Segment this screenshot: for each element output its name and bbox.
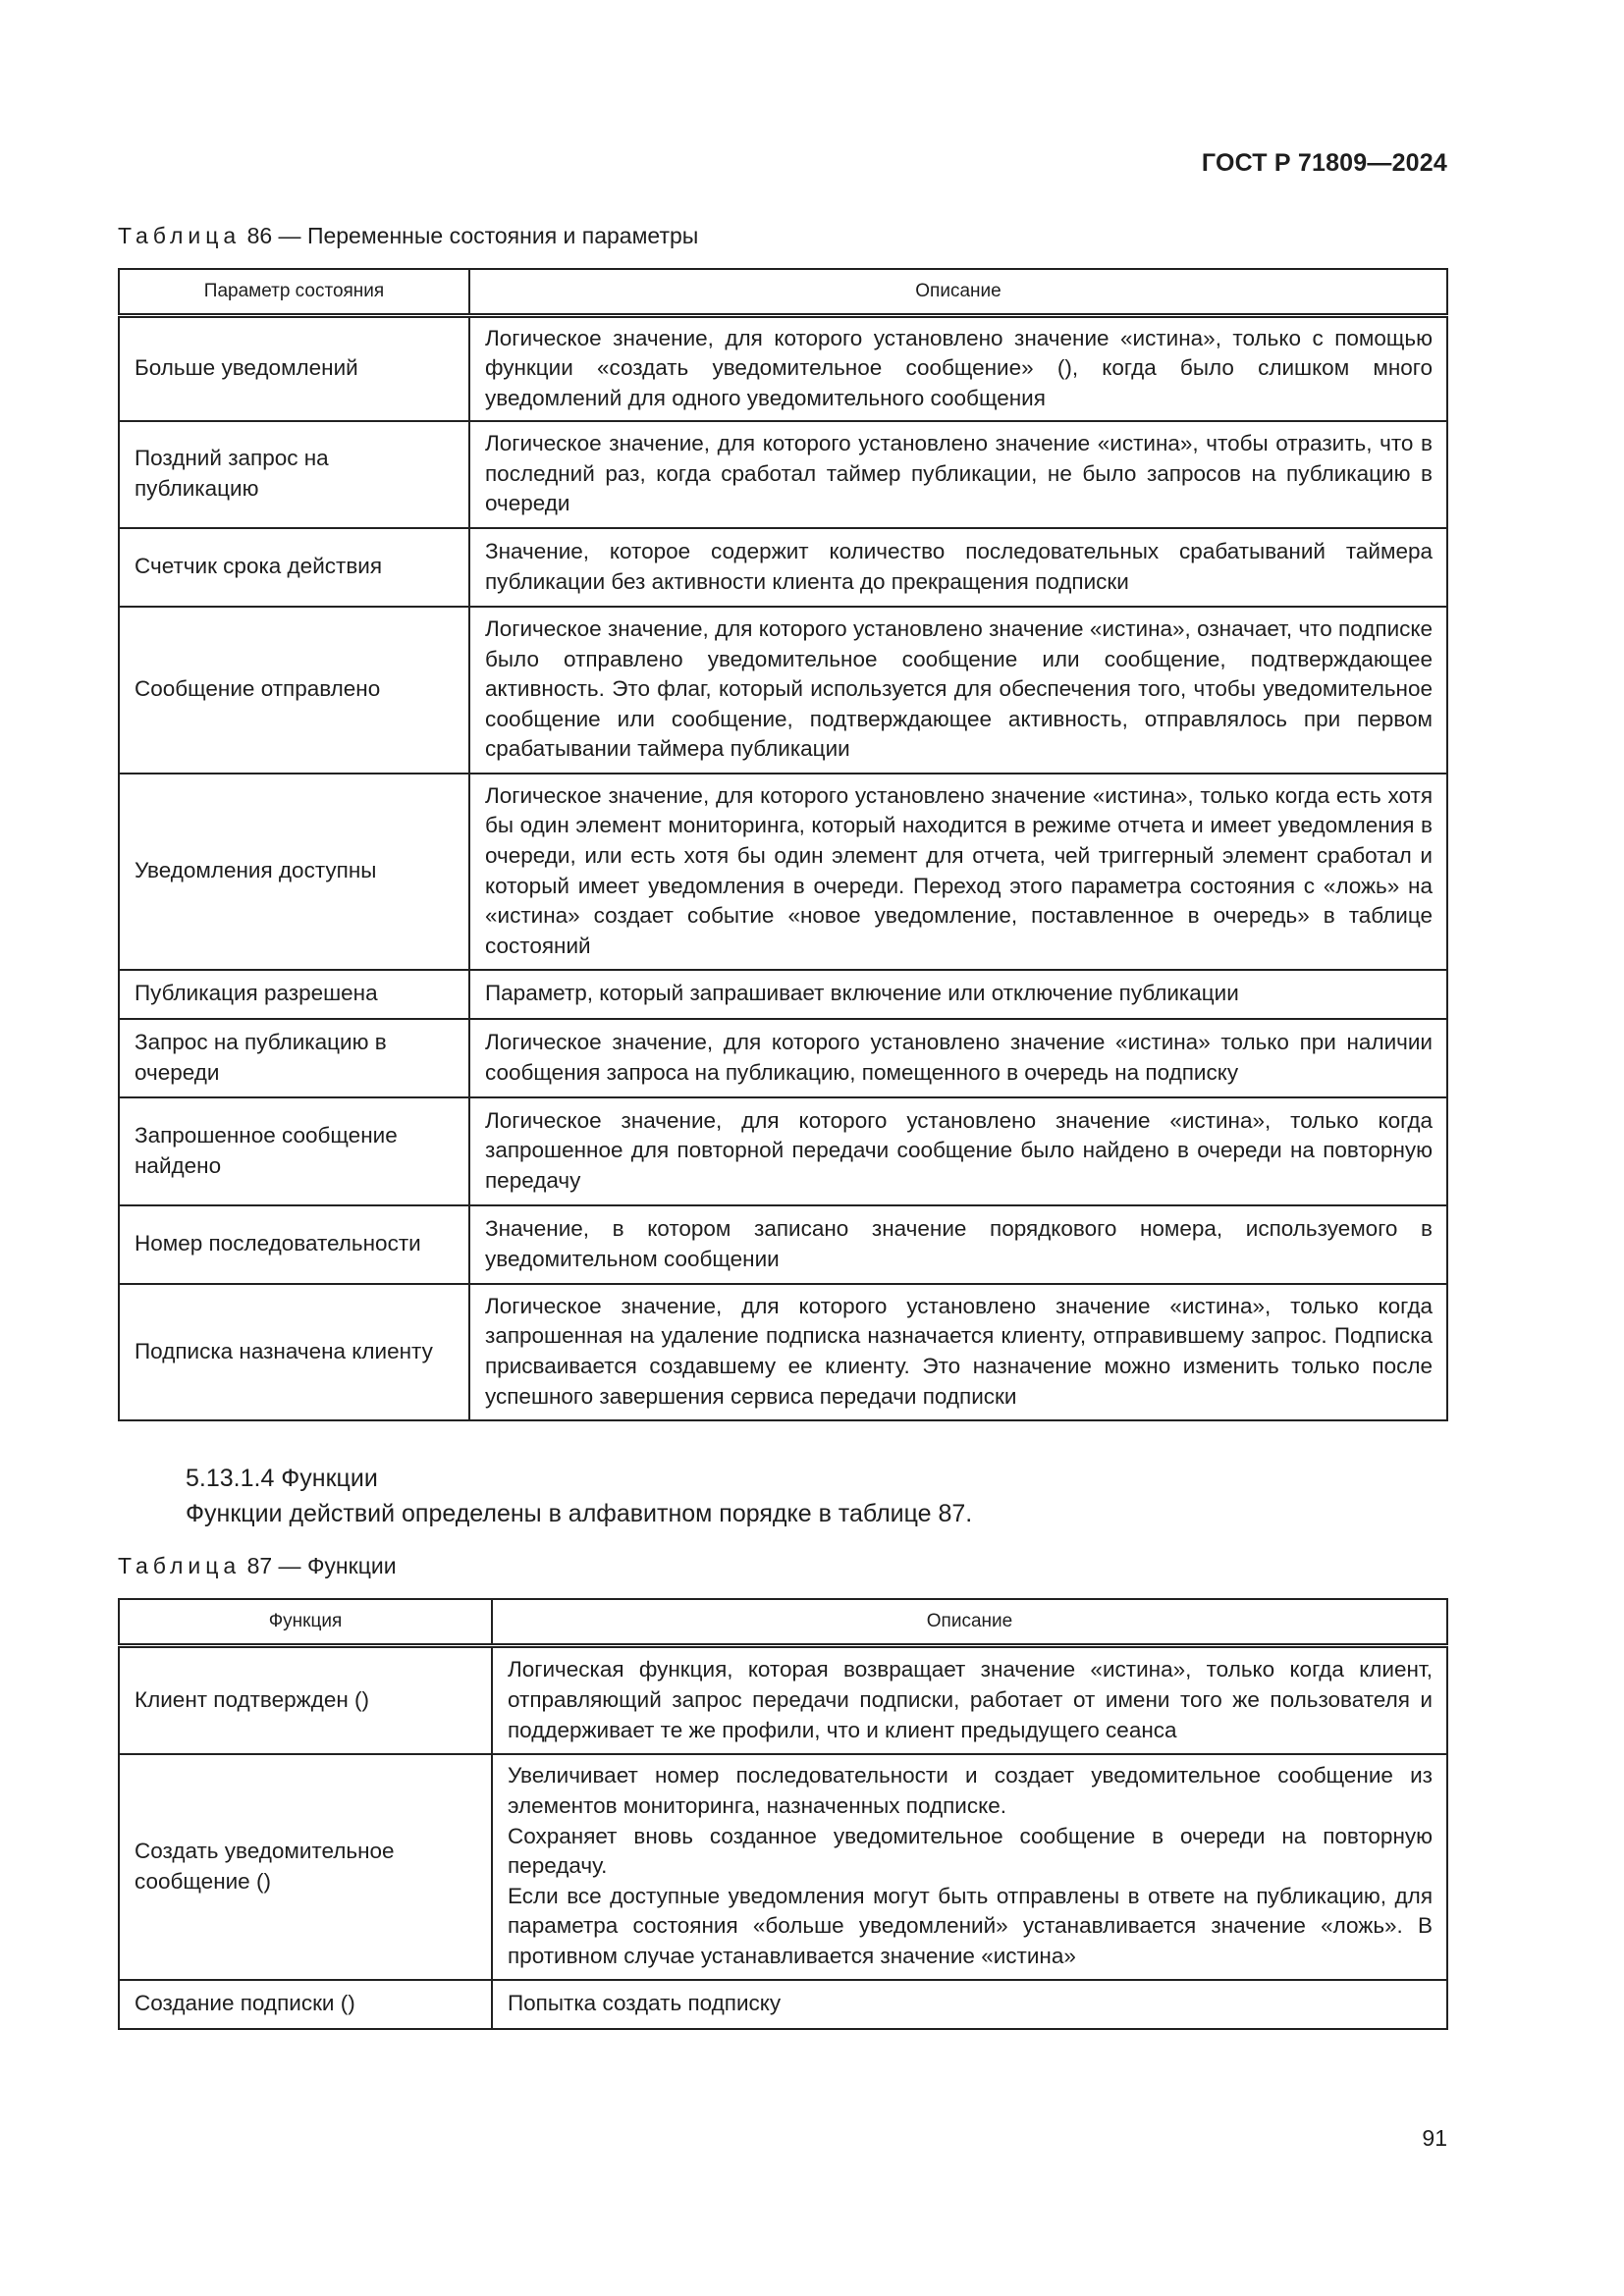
table-86-caption-word: Таблица (118, 223, 242, 248)
parameter-name: Сообщение отправлено (119, 607, 469, 774)
function-description-paragraph: Если все доступные уведомления могут быть отправлены в ответе на публикацию, для параметра состояния «больше уведомлений» устанавливается значение «ложь». В противном случае устанавливается значение «истина» (508, 1883, 1433, 1968)
parameter-description: Логическое значение, для которого установлено значение «истина», только когда запрошенная на удаление подписка назначается клиенту, отправившему запрос. Подписка присваивается создавшему ее клиенту. Это назначение можно изменить только после успешного завершения сервиса передачи подписки (469, 1284, 1447, 1420)
section-text: Функции действий определены в алфавитном порядке в таблице 87. (186, 1500, 973, 1527)
table-row (119, 528, 1447, 607)
function-description (492, 1754, 1447, 1980)
parameter-description: Значение, в котором записано значение порядкового номера, используемого в уведомительном сообщении (469, 1205, 1447, 1284)
table-86-header-description: Описание (469, 269, 1447, 316)
parameter-name: Запрошенное сообщение найдено (119, 1097, 469, 1205)
parameter-description: Логическое значение, для которого установлено значение «истина», чтобы отразить, что в последний раз, когда сработал таймер публикации, не было запросов на публикацию в очереди (469, 421, 1447, 528)
parameter-description: Логическое значение, для которого установлено значение «истина», только с помощью функции «создать уведомительное сообщение» (), когда было слишком много уведомлений для одного уведомительного сообщения (469, 316, 1447, 421)
table-row (119, 421, 1447, 528)
table-row (119, 316, 1447, 421)
function-name: Создать уведомительное сообщение () (119, 1754, 492, 1980)
parameter-name: Публикация разрешена (119, 970, 469, 1019)
table-row (119, 1205, 1447, 1284)
standard-code: ГОСТ Р 71809—2024 (1201, 149, 1447, 177)
table-87-header-row (119, 1599, 1447, 1646)
parameter-description: Логическое значение, для которого установлено значение «истина», означает, что подписке было отправлено уведомительное сообщение или сообщение, подтверждающее активность. Это флаг, который используется для обеспечения того, чтобы уведомительное сообщение или сообщение, подтверждающее активность, отправлялось при первом срабатывании таймера публикации (469, 607, 1447, 774)
parameter-name: Уведомления доступны (119, 774, 469, 970)
parameter-name: Больше уведомлений (119, 316, 469, 421)
table-87-caption-title: 87 — Функции (241, 1553, 397, 1578)
table-row (119, 970, 1447, 1019)
parameter-name: Номер последовательности (119, 1205, 469, 1284)
function-name: Создание подписки () (119, 1980, 492, 2029)
function-description-paragraph: Сохраняет вновь созданное уведомительное сообщение в очереди на повторную передачу. (508, 1823, 1433, 1879)
table-86-caption (118, 223, 698, 249)
table-row (119, 607, 1447, 774)
table-row (119, 1754, 1447, 1980)
section-heading: 5.13.1.4 Функции (186, 1465, 378, 1492)
table-86-header-row (119, 269, 1447, 316)
function-name: Клиент подтвержден () (119, 1646, 492, 1754)
table-row (119, 1284, 1447, 1420)
table-86 (118, 268, 1448, 1421)
table-87-header-function: Функция (119, 1599, 492, 1646)
parameter-name: Поздний запрос на публикацию (119, 421, 469, 528)
function-description: Попытка создать подписку (492, 1980, 1447, 2029)
table-87-caption-word: Таблица (118, 1553, 242, 1578)
table-row (119, 1980, 1447, 2029)
parameter-name: Подписка назначена клиенту (119, 1284, 469, 1420)
function-description: Логическая функция, которая возвращает значение «истина», только когда клиент, отправляющий запрос передачи подписки, работает от имени того же пользователя и поддерживает те же профили, что и клиент предыдущего сеанса (492, 1646, 1447, 1754)
table-87-caption (118, 1553, 397, 1579)
table-87 (118, 1598, 1448, 2030)
parameter-description: Логическое значение, для которого установлено значение «истина» только при наличии сообщения запроса на публикацию, помещенного в очередь на подписку (469, 1019, 1447, 1097)
parameter-description: Логическое значение, для которого установлено значение «истина», только когда есть хотя бы один элемент мониторинга, который находится в режиме отчета и имеет уведомления в очереди, или есть хотя бы один элемент для отчета, чей триггерный элемент сработал и который имеет уведомления в очереди. Переход этого параметра состояния с «ложь» на «истина» создает событие «новое уведомление, поставленное в очередь» в таблице состояний (469, 774, 1447, 970)
table-row (119, 1646, 1447, 1754)
parameter-description: Логическое значение, для которого установлено значение «истина», только когда запрошенное для повторной передачи сообщение было найдено в очереди на повторную передачу (469, 1097, 1447, 1205)
table-87-header-description: Описание (492, 1599, 1447, 1646)
table-row (119, 1019, 1447, 1097)
table-row (119, 1097, 1447, 1205)
page-number: 91 (1422, 2125, 1447, 2151)
parameter-name: Счетчик срока действия (119, 528, 469, 607)
table-86-caption-title: 86 — Переменные состояния и параметры (241, 223, 699, 248)
parameter-name: Запрос на публикацию в очереди (119, 1019, 469, 1097)
table-86-header-parameter: Параметр состояния (119, 269, 469, 316)
parameter-description: Значение, которое содержит количество последовательных срабатываний таймера публикации без активности клиента до прекращения подписки (469, 528, 1447, 607)
parameter-description: Параметр, который запрашивает включение или отключение публикации (469, 970, 1447, 1019)
table-row (119, 774, 1447, 970)
function-description-paragraph: Увеличивает номер последовательности и создает уведомительное сообщение из элементов мониторинга, назначенных подписке. (508, 1763, 1433, 1819)
